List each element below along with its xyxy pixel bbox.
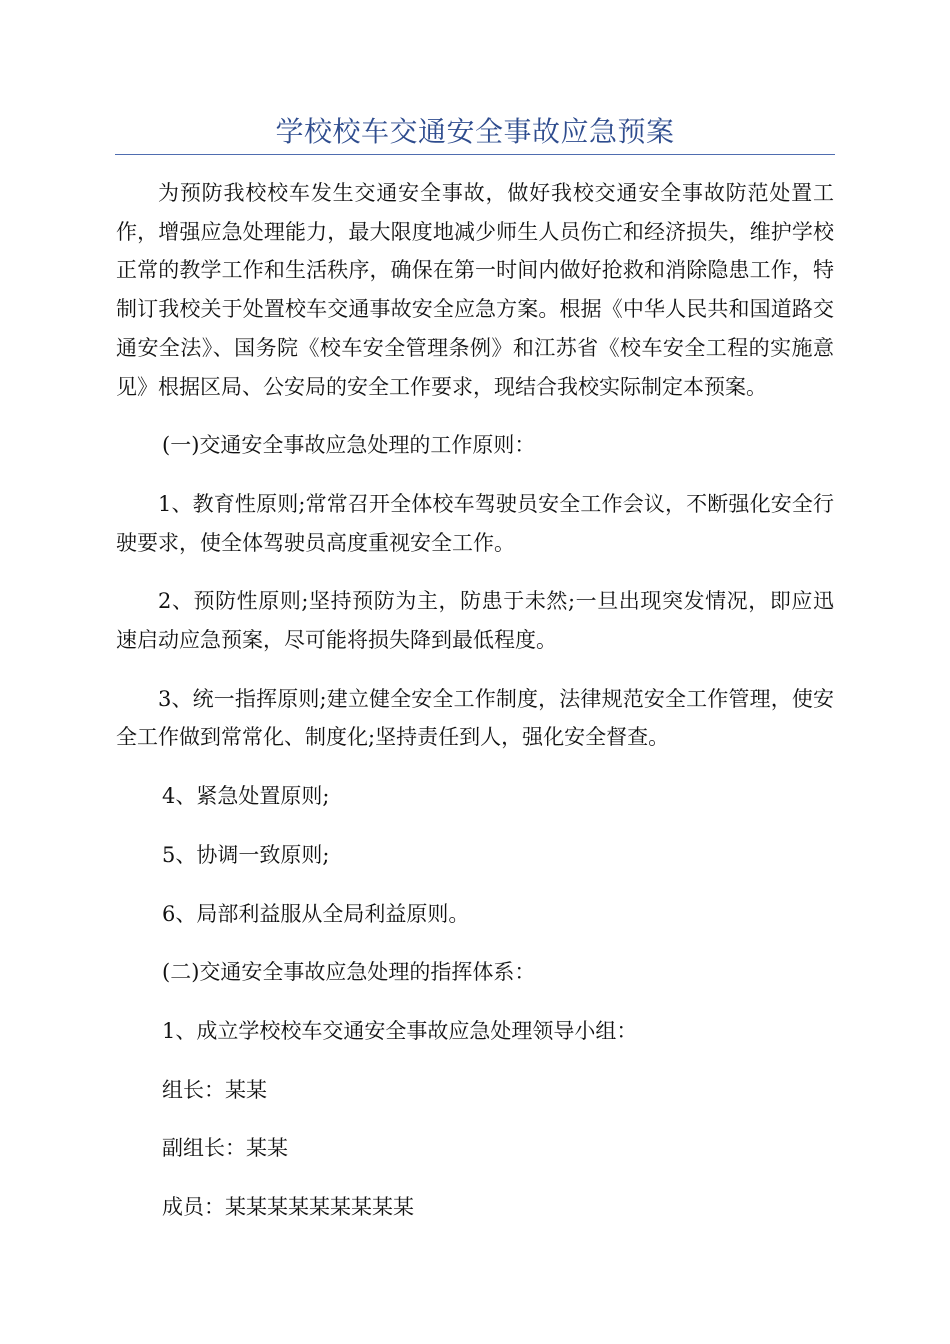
title-underline bbox=[115, 154, 835, 155]
principle-3: 3、统一指挥原则;建立健全安全工作制度，法律规范安全工作管理，使安全工作做到常常化、制度化;坚持责任到人，强化安全督查。 bbox=[116, 686, 834, 750]
principle-1: 1、教育性原则;常常召开全体校车驾驶员安全工作会议，不断强化安全行驶要求，使全体驾驶员高度重视安全工作。 bbox=[116, 491, 834, 555]
principle-6: 6、局部利益服从全局利益原则。 bbox=[162, 901, 470, 926]
principle-5: 5、协调一致原则; bbox=[162, 842, 330, 867]
principle-4: 4、紧急处置原则; bbox=[162, 784, 330, 809]
section-heading-1: (一)交通安全事故应急处理的工作原则： bbox=[162, 433, 536, 458]
group-members: 成员：某某某某某某某某某 bbox=[162, 1195, 414, 1220]
deputy-group-leader: 副组长：某某 bbox=[162, 1136, 288, 1161]
section-heading-2: (二)交通安全事故应急处理的指挥体系： bbox=[162, 960, 536, 985]
intro-paragraph: 为预防我校校车发生交通安全事故，做好我校交通安全事故防范处置工作，增强应急处理能力，最大限度地减少师生人员伤亡和经济损失，维护学校正常的教学工作和生活秩序，确保在第一时间内做好抢救和消除隐患工作，特制订我校关于处置校车交通事故安全应急方案。根据《中华人民共和国道路交通安全法》、国务院《校车安全管理条例》和江苏省《校车安全工程的实施意见》根据区局、公安局的安全工作要求，现结合我校实际制定本预案。 bbox=[116, 181, 834, 399]
principle-2: 2、预防性原则;坚持预防为主，防患于未然;一旦出现突发情况，即应迅速启动应急预案，尽可能将损失降到最低程度。 bbox=[116, 589, 834, 653]
document-title: 学校校车交通安全事故应急预案 bbox=[275, 115, 675, 148]
group-leader: 组长：某某 bbox=[162, 1077, 267, 1102]
document-body bbox=[116, 174, 834, 1247]
leadership-group-item: 1、成立学校校车交通安全事故应急处理领导小组： bbox=[162, 1018, 638, 1043]
